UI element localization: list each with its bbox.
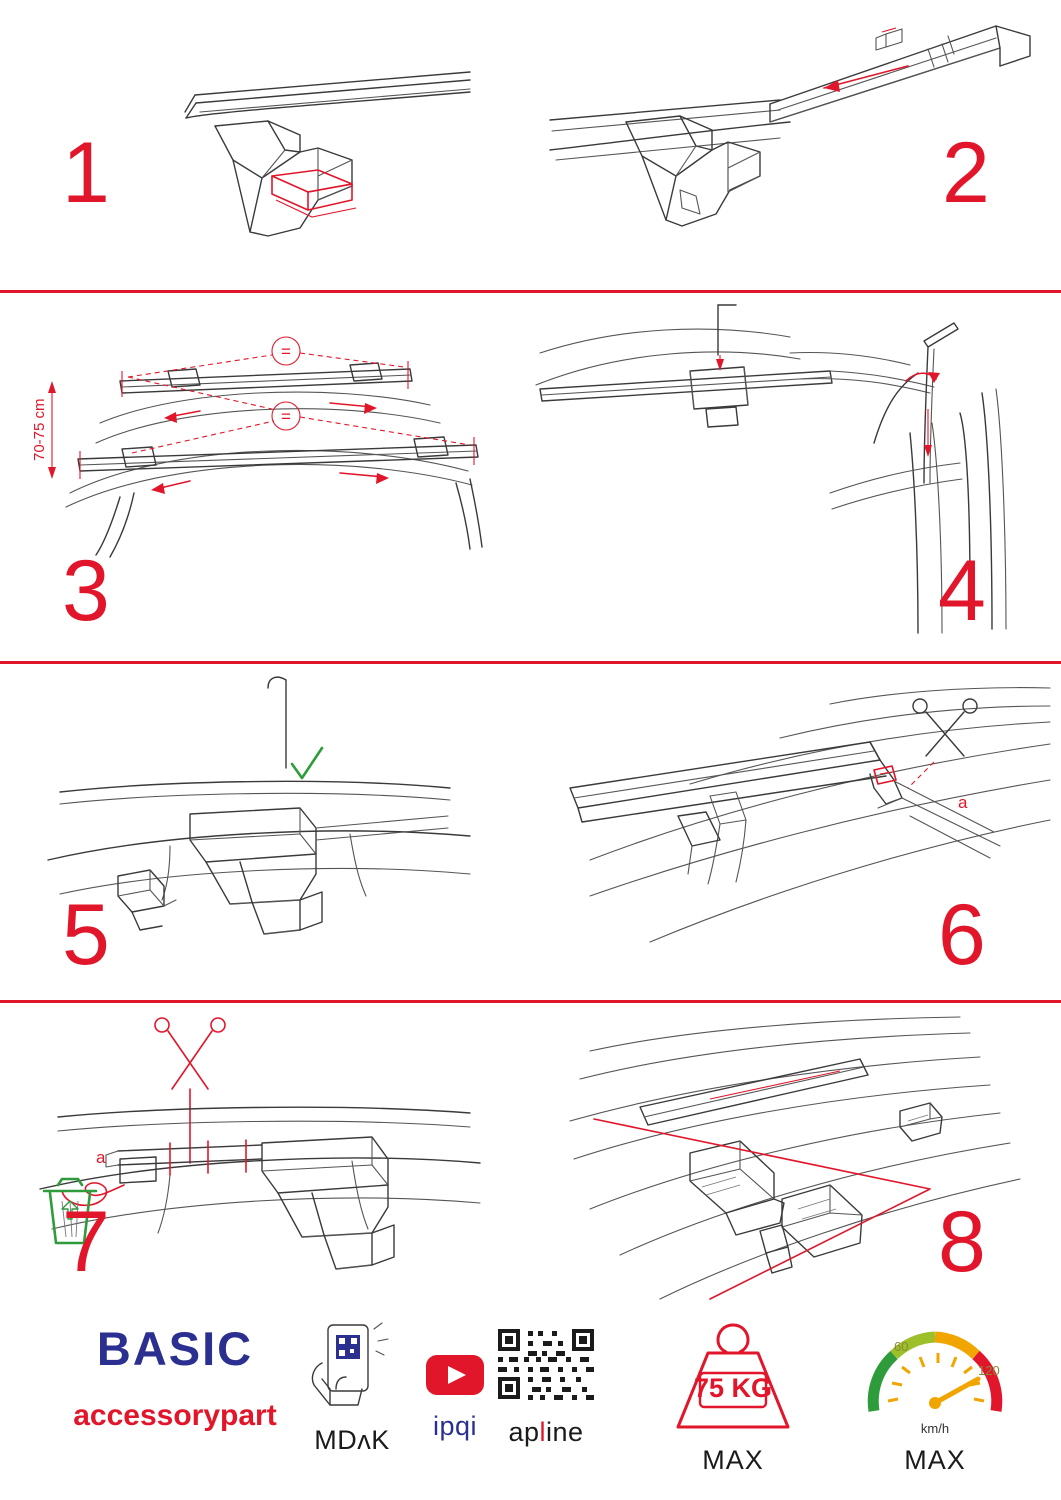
- brand-name-red: part: [220, 1399, 277, 1432]
- max-speed-caption: MAX: [904, 1445, 966, 1475]
- step-2-panel: [530, 0, 1061, 290]
- step-5-number: 5: [62, 887, 108, 983]
- speed-unit: km/h: [920, 1421, 950, 1436]
- gauge-tick-120: 120: [978, 1363, 1000, 1378]
- scissors-icon: [913, 699, 977, 756]
- logo-apline: [476, 1323, 616, 1448]
- step-4-panel: [530, 293, 1061, 661]
- max-load-caption: MAX: [702, 1445, 764, 1475]
- step-2-number: 2: [942, 125, 988, 221]
- scissors-icon-red: [155, 1018, 225, 1089]
- gauge-tick-60: 60: [894, 1339, 909, 1354]
- step-6-number: 6: [938, 887, 984, 983]
- hand-phone-qr-icon: [292, 1319, 412, 1415]
- step-6-panel: [530, 664, 1061, 1000]
- ipqi-text: ipqi: [432, 1411, 478, 1441]
- weight-icon: [648, 1315, 818, 1445]
- max-speed-cell: [850, 1315, 1020, 1476]
- logo-mdak: [292, 1319, 412, 1456]
- step-4-number: 4: [938, 543, 984, 639]
- mdak-k: K: [371, 1425, 390, 1455]
- mdak-a: ʌ: [357, 1425, 372, 1455]
- callout-a-step6: a: [958, 793, 968, 812]
- equal-mark-1: =: [281, 342, 291, 361]
- apline-l: l: [539, 1417, 546, 1447]
- step-5-panel: [0, 664, 530, 1000]
- step-1-number: 1: [62, 125, 108, 221]
- brand-block: [60, 1323, 290, 1433]
- step-7-panel: [0, 1003, 530, 1305]
- logo-apline-label: [476, 1417, 616, 1448]
- max-load-value: 75 KG: [693, 1373, 773, 1403]
- step-3-panel: [0, 293, 530, 661]
- mdak-md: MD: [314, 1425, 358, 1455]
- step-7-number: 7: [62, 1194, 108, 1290]
- step-3-number: 3: [62, 543, 108, 639]
- apline-ine: ine: [546, 1417, 584, 1447]
- step-1-panel: [0, 0, 530, 290]
- bar-spacing-dimension: 70-75 cm: [31, 398, 48, 461]
- logo-mdak-label: [292, 1425, 412, 1456]
- footer: [0, 1305, 1061, 1500]
- max-load-cell: [648, 1315, 818, 1476]
- step-8-panel: [530, 1003, 1061, 1305]
- brand-name-dark: accessory: [73, 1399, 221, 1432]
- step-8-number: 8: [938, 1194, 984, 1290]
- brand-name: [60, 1399, 290, 1433]
- speedometer-icon: [850, 1315, 1020, 1445]
- callout-a-step7: a: [96, 1148, 106, 1167]
- apline-ap: ap: [508, 1417, 540, 1447]
- brand-title: BASIC: [96, 1322, 254, 1375]
- qr-code-icon: [476, 1323, 616, 1407]
- ok-check-icon: [292, 748, 322, 778]
- equal-mark-2: =: [281, 407, 291, 426]
